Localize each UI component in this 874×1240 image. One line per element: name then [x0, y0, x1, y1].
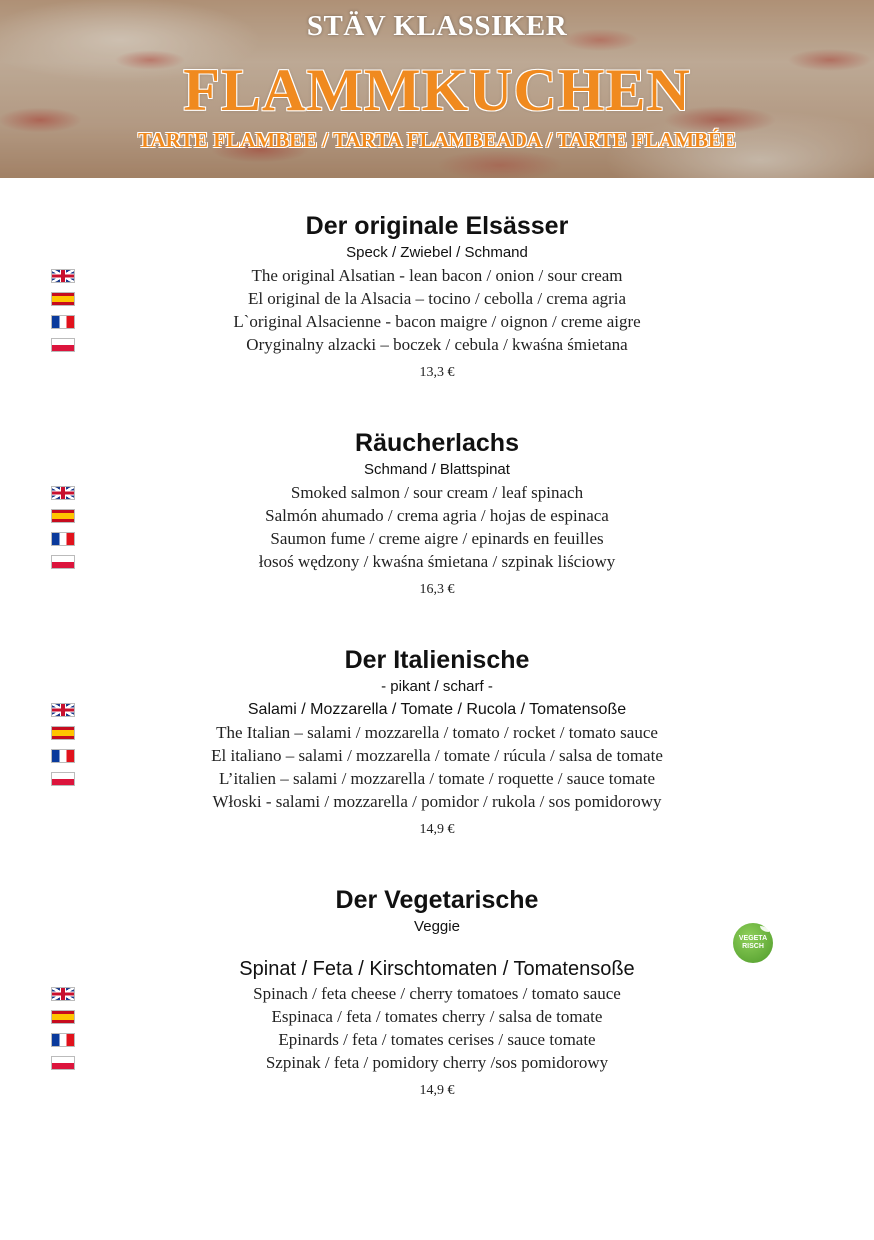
- translation-fr: [0, 767, 874, 790]
- translation-text: Espinaca / feta / tomates cherry / salsa de tomate: [271, 1007, 603, 1026]
- dish-vegetarische: [0, 884, 874, 1102]
- translation-text: L’italien – salami / mozzarella / tomate / roquette / sauce tomate: [218, 769, 655, 788]
- badge-text-line-2: RISCH: [742, 943, 764, 950]
- poland-flag-icon: [51, 555, 75, 569]
- dish-ingredients: Schmand / Blattspinat: [364, 461, 510, 478]
- translation-es: [0, 504, 874, 527]
- translation-text: El italiano – salami / mozzarella / tomate / rúcula / salsa de tomate: [211, 746, 663, 765]
- dish-name: Der Vegetarische: [335, 886, 539, 914]
- header-banner: [0, 0, 874, 178]
- translation-fr: [0, 310, 874, 333]
- dish-ingredients: [0, 698, 874, 721]
- dish-price: 14,9 €: [419, 822, 455, 837]
- dish-name: Räucherlachs: [355, 429, 519, 457]
- translation-text: Epinards / feta / tomates cerises / sauce tomate: [278, 1030, 596, 1049]
- ingredients-text: Salami / Mozzarella / Tomate / Rucola / Tomatensoße: [247, 701, 627, 718]
- badge-text-line-1: VEGETA: [738, 935, 768, 942]
- translation-es: [0, 1005, 874, 1028]
- translation-en: [0, 481, 874, 504]
- uk-flag-icon: [51, 987, 75, 1001]
- translation-text: Włoski - salami / mozzarella / pomidor / rukola / sos pomidorowy: [212, 792, 662, 811]
- france-flag-icon: [51, 315, 75, 329]
- poland-flag-icon: [51, 772, 75, 786]
- menu-title: FLAMMKUCHEN: [183, 57, 691, 123]
- france-flag-icon: [51, 532, 75, 546]
- translation-en: [0, 721, 874, 744]
- dish-name: Der originale Elsässer: [305, 212, 569, 240]
- poland-flag-icon: [51, 338, 75, 352]
- dish-price: 14,9 €: [419, 1083, 455, 1098]
- translation-text: Saumon fume / creme aigre / epinards en feuilles: [270, 529, 604, 548]
- translation-pl: [0, 790, 874, 813]
- translation-text: L`original Alsacienne - bacon maigre / oignon / creme aigre: [233, 312, 641, 331]
- spain-flag-icon: [51, 726, 75, 740]
- translation-text: Smoked salmon / sour cream / leaf spinach: [290, 483, 584, 502]
- spain-flag-icon: [51, 1010, 75, 1024]
- translation-pl: [0, 333, 874, 356]
- spain-flag-icon: [51, 509, 75, 523]
- translation-text: El original de la Alsacia – tocino / cebolla / crema agria: [247, 289, 627, 308]
- menu-kicker: STÄV KLASSIKER: [306, 10, 568, 42]
- translation-es: [0, 744, 874, 767]
- france-flag-icon: [51, 749, 75, 763]
- translation-text: Oryginalny alzacki – boczek / cebula / kwaśna śmietana: [246, 335, 628, 354]
- poland-flag-icon: [51, 1056, 75, 1070]
- menu-subtitle: TARTE FLAMBEE / TARTA FLAMBEADA / TARTE FLAMBÉE: [137, 128, 737, 152]
- dish-raeucherlachs: [0, 427, 874, 601]
- dish-italienische: [0, 644, 874, 841]
- translation-text: The Italian – salami / mozzarella / tomato / rocket / tomato sauce: [216, 723, 658, 742]
- dish-ingredients: Speck / Zwiebel / Schmand: [346, 244, 528, 261]
- translation-pl: [0, 1051, 874, 1074]
- translation-text: Salmón ahumado / crema agria / hojas de espinaca: [265, 506, 609, 525]
- dish-ingredients: Spinat / Feta / Kirschtomaten / Tomatensoße: [239, 958, 635, 980]
- translation-en: [0, 982, 874, 1005]
- translation-text: Szpinak / feta / pomidory cherry /sos pomidorowy: [265, 1053, 609, 1072]
- uk-flag-icon: [51, 486, 75, 500]
- translation-text: Spinach / feta cheese / cherry tomatoes / tomato sauce: [253, 984, 621, 1003]
- uk-flag-icon: [51, 269, 75, 283]
- dish-price: 13,3 €: [419, 365, 455, 380]
- spain-flag-icon: [51, 292, 75, 306]
- translation-text: The original Alsatian - lean bacon / onion / sour cream: [251, 266, 623, 285]
- france-flag-icon: [51, 1033, 75, 1047]
- uk-flag-icon: [51, 703, 75, 717]
- translation-pl: [0, 550, 874, 573]
- translation-text: łosoś wędzony / kwaśna śmietana / szpinak liściowy: [258, 552, 616, 571]
- dish-original-elsaesser: [0, 210, 874, 384]
- dish-spice-note: - pikant / scharf -: [381, 678, 493, 695]
- translation-es: [0, 287, 874, 310]
- dish-price: 16,3 €: [419, 582, 455, 597]
- dish-veggie-note: Veggie: [414, 918, 460, 935]
- vegetarian-badge-icon: [733, 923, 773, 963]
- translation-fr: [0, 527, 874, 550]
- dish-name: Der Italienische: [344, 646, 530, 674]
- translation-fr: [0, 1028, 874, 1051]
- translation-en: [0, 264, 874, 287]
